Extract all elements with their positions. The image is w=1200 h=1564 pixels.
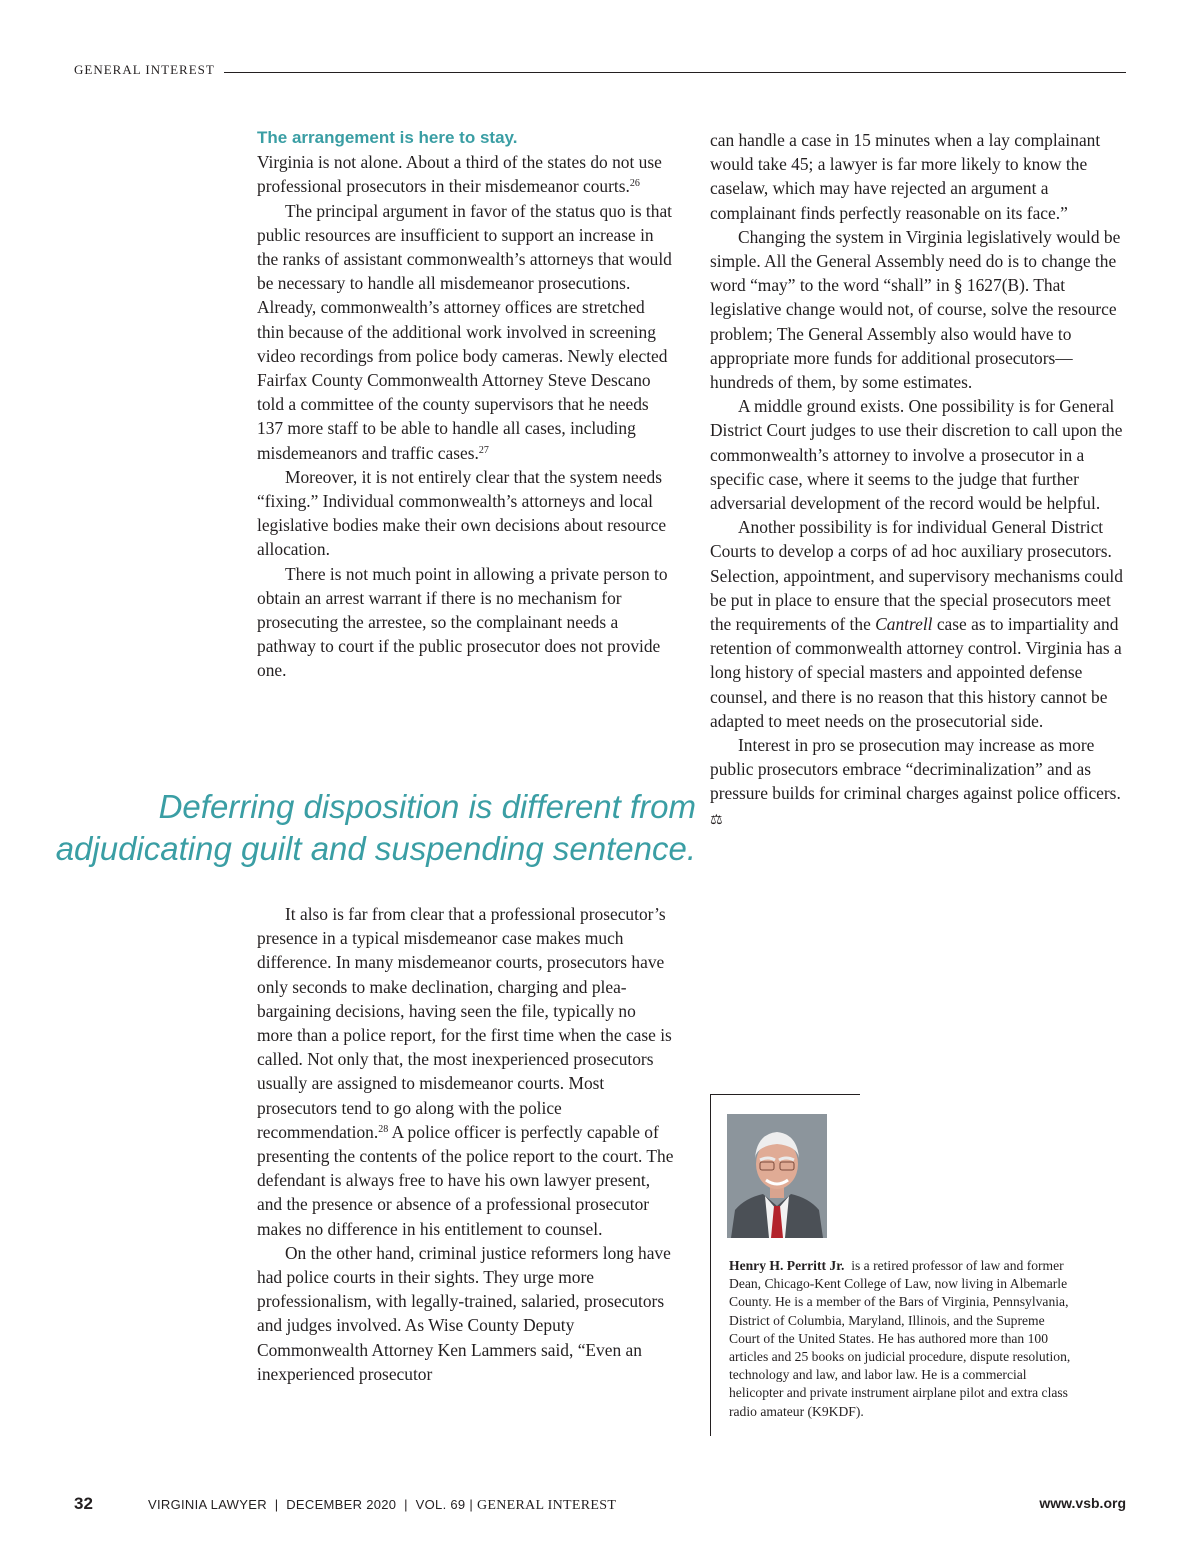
right-column	[710, 128, 1126, 832]
footnote-ref[interactable]: 28	[378, 1123, 389, 1135]
pull-quote-line: adjudicating guilt and suspending sentence.	[55, 830, 696, 867]
author-name: Henry H. Perritt Jr.	[729, 1258, 845, 1273]
left-column-top	[257, 126, 675, 683]
page-number: 32	[74, 1494, 93, 1513]
footer-publication: VIRGINIA LAWYER | DECEMBER 2020 | VOL. 69 | GENERAL INTEREST	[148, 1497, 617, 1513]
footnote-ref[interactable]: 27	[478, 444, 489, 456]
subheading: The arrangement is here to stay.	[257, 128, 518, 147]
author-photo	[727, 1114, 827, 1238]
portrait-icon	[727, 1114, 827, 1238]
paragraph: can handle a case in 15 minutes when a lay complainant would take 45; a lawyer is far more likely to know the caselaw, which may have rejected an argument a complainant finds perfectly reasonable on its face.”	[710, 130, 1101, 223]
bio-rule-left	[710, 1094, 711, 1436]
paragraph: A middle ground exists. One possibility is for General District Court judges to use their discretion to call upon the commonwealth’s attorney to involve a prosecutor in a specific case, where it seems to the judge that further adversarial development of the record would be helpful.	[710, 396, 1123, 514]
footnote-ref[interactable]: 26	[629, 178, 640, 190]
section-header	[74, 58, 1126, 80]
scales-icon: ⚖	[710, 811, 723, 828]
paragraph: Changing the system in Virginia legislatively would be simple. All the General Assembly need do is to change the word “may” to the word “shall” in § 1627(B). That legislative change would not, of course, solve the resource problem; The General Assembly also would have to appropriate more funds for additional prosecutors—hundreds of them, by some estimates.	[710, 226, 1121, 393]
page-footer	[0, 1490, 1200, 1520]
paragraph: The principal argument in favor of the status quo is that public resources are insufficient to support an increase in the ranks of assistant commonwealth’s attorneys that would be necessary to handle all misdemeanor prosecutions. Already, commonwealth’s attorney offices are stretched thin because of the additional work involved in screening video recordings from police body cameras. Newly elected Fairfax County Commonwealth Attorney Steve Descano told a committee of the county supervisors that he needs 137 more staff to be able to handle all cases, including misdemeanors and traffic cases.$^{27}$	[257, 200, 673, 463]
pull-quote	[40, 786, 696, 870]
paragraph: It also is far from clear that a professional prosecutor’s presence in a typical misdemeanor case makes much difference. In many misdemeanor courts, prosecutors have only seconds to make declination, charging and plea-bargaining decisions, having seen the file, typically no more than a police report, for the first time when the case is called. Not only that, the most inexperienced prosecutors usually are assigned to misdemeanor courts. Most prosecutors tend to go along with the police recommendation.$^{28}$ A police officer is perfectly capable of presenting the contents of the police report to the court. The defendant is always free to have his own lawyer present, and the presence or absence of a professional prosecutor makes no difference in his entitlement to counsel.	[257, 904, 674, 1239]
section-label: GENERAL INTEREST	[74, 62, 215, 77]
paragraph: There is not much point in allowing a private person to obtain an arrest warrant if there is no mechanism for prosecuting the arrestee, so the complainant needs a pathway to court if the public prosecutor does not provide one.	[257, 563, 668, 681]
pull-quote-line: Deferring disposition is different from	[158, 788, 696, 825]
paragraph: Interest in pro se prosecution may increase as more public prosecutors embrace “decriminalization” and as pressure builds for criminal charges against police officers. ⚖	[710, 735, 1121, 828]
header-rule	[224, 72, 1126, 73]
bio-text: is a retired professor of law and former Dean, Chicago-Kent College of Law, now living in Albemarle County. He is a member of the Bars of Virginia, Pennsylvania, District of Columbia, Maryland, Illinois, and the Supreme Court of the United States. He has authored more than 100 articles and 25 books on judicial procedure, dispute resolution, technology and law, and labor law. He is a commercial helicopter and private instrument airplane pilot and extra class radio amateur (K9KDF).	[729, 1258, 1071, 1419]
paragraph: On the other hand, criminal justice reformers long have had police courts in their sights. They urge more professionalism, with legally-trained, salaried, prosecutors and judges involved. As Wise County Deputy Commonwealth Attorney Ken Lammers said, “Even an inexperienced prosecutor	[257, 1242, 671, 1384]
paragraph: Moreover, it is not entirely clear that the system needs “fixing.” Individual commonwealth’s attorneys and local legislative bodies make their own decisions about resource allocation.	[257, 466, 667, 560]
case-name: Cantrell	[875, 614, 933, 635]
left-column-bottom	[257, 902, 675, 1386]
bio-rule-top	[710, 1094, 860, 1095]
paragraph: Virginia is not alone. About a third of the states do not use professional prosecutors in their misdemeanor courts.$^{26}$	[257, 152, 662, 197]
footer-url[interactable]: www.vsb.org	[1039, 1495, 1126, 1511]
paragraph: Another possibility is for individual General District Courts to develop a corps of ad hoc auxiliary prosecutors. Selection, appointment, and supervisory mechanisms could be put in place to ensure that the special prosecutors meet the requirements of the Cantrell case as to impartiality and retention of commonwealth attorney control. Virginia has a long history of special masters and appointed defense counsel, and there is no reason that this history cannot be adapted to meet needs on the prosecutorial side.	[710, 517, 1123, 731]
author-bio	[729, 1257, 1075, 1421]
